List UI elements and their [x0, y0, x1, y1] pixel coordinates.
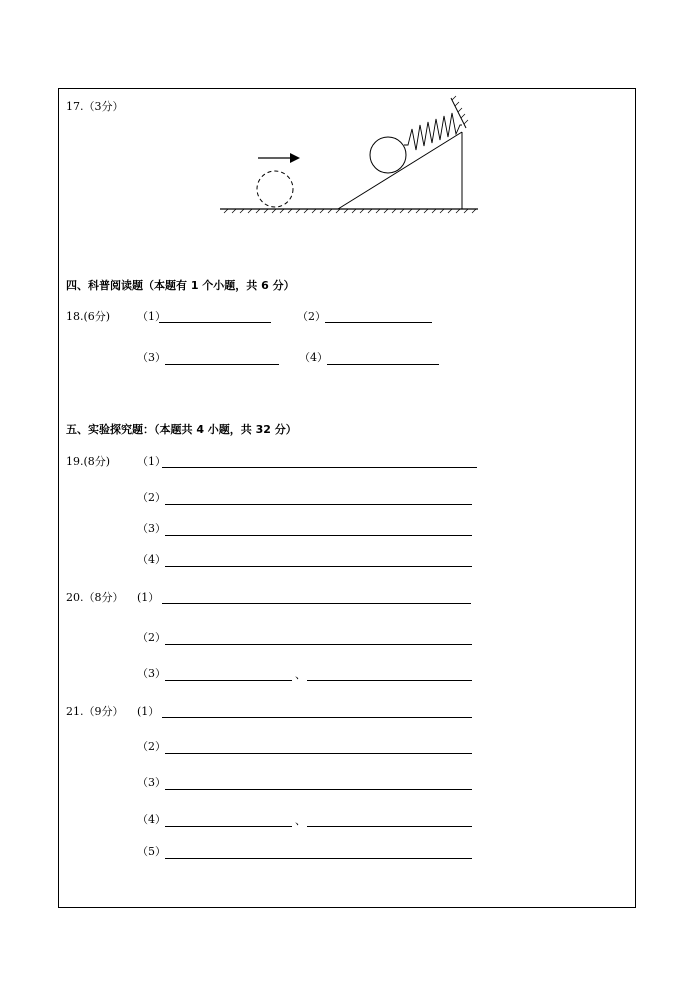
q18-part2-label: （2）: [297, 310, 326, 323]
q20-part2-label: （2）: [137, 631, 166, 644]
q21-part2-label: （2）: [137, 740, 166, 753]
q18-part3-label: （3）: [137, 351, 166, 364]
q20-answer2-line[interactable]: [165, 644, 472, 645]
q19-number: 19.(8分): [66, 455, 111, 468]
q20-part3-label: （3）: [137, 667, 166, 680]
q21-answer1-line[interactable]: [162, 717, 472, 718]
q18-number: 18.(6分): [66, 310, 111, 323]
q21-answer4b-line[interactable]: [307, 826, 472, 827]
q21-answer4a-line[interactable]: [165, 826, 292, 827]
q18-answer3-line[interactable]: [165, 364, 279, 365]
q18-answer2-line[interactable]: [325, 322, 432, 323]
section5-heading: 五、实验探究题：（本题共 4 小题，共 32 分）: [66, 423, 297, 436]
q21-part3-label: （3）: [137, 776, 166, 789]
q20-answer3a-line[interactable]: [165, 680, 292, 681]
q21-part1-label: (1）: [137, 705, 160, 718]
q20-separator: 、: [295, 668, 306, 681]
q20-number: 20.（8分）: [66, 591, 124, 604]
q19-answer1-line[interactable]: [162, 467, 477, 468]
q21-answer5-line[interactable]: [165, 858, 472, 859]
q20-answer3b-line[interactable]: [307, 680, 472, 681]
q20-part1-label: (1）: [137, 591, 160, 604]
q20-answer1-line[interactable]: [162, 603, 471, 604]
q18-part1-label: （1）: [137, 310, 166, 323]
q19-answer2-line[interactable]: [165, 504, 472, 505]
q17-label: 17.（3分）: [66, 100, 124, 113]
q21-part4-label: （4）: [137, 813, 166, 826]
q21-answer3-line[interactable]: [165, 789, 472, 790]
q21-separator: 、: [295, 814, 306, 827]
q19-answer4-line[interactable]: [165, 566, 472, 567]
q19-part2-label: （2）: [137, 491, 166, 504]
q18-answer4-line[interactable]: [327, 364, 439, 365]
q19-part4-label: （4）: [137, 553, 166, 566]
q17-figure: [218, 92, 480, 216]
q19-answer3-line[interactable]: [165, 535, 472, 536]
q21-part5-label: （5）: [137, 845, 166, 858]
q21-number: 21.（9分）: [66, 705, 124, 718]
q19-part1-label: （1）: [137, 455, 166, 468]
section4-heading: 四、科普阅读题（本题有 1 个小题，共 6 分）: [66, 279, 295, 292]
q21-answer2-line[interactable]: [165, 753, 472, 754]
q18-answer1-line[interactable]: [159, 322, 271, 323]
q18-part4-label: （4）: [299, 351, 328, 364]
q19-part3-label: （3）: [137, 522, 166, 535]
